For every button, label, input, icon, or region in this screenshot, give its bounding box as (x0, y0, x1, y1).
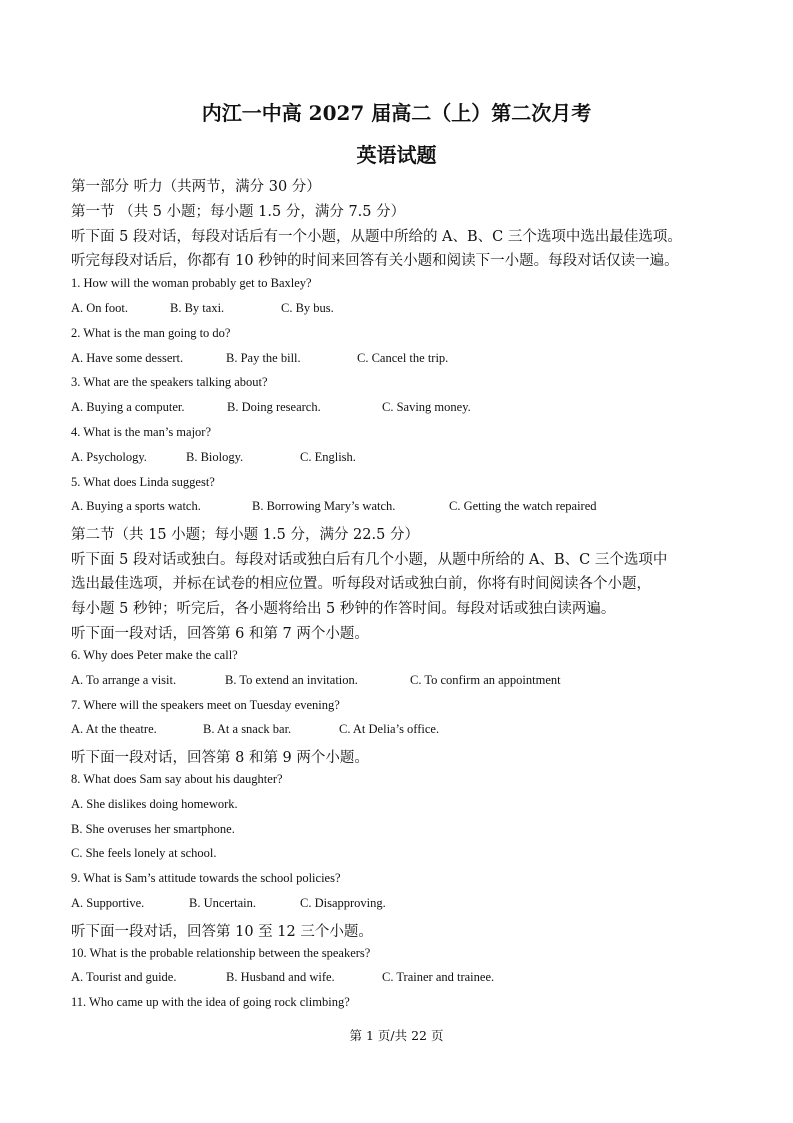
option-c: C. Cancel the trip. (357, 351, 449, 365)
option-a: A. On foot. (71, 301, 128, 315)
option-b: B. To extend an invitation. (225, 673, 358, 687)
option-a: A. Buying a computer. (71, 400, 185, 414)
option-b: B. Doing research. (227, 400, 321, 414)
option-a: A. To arrange a visit. (71, 673, 177, 687)
option-c: C. To confirm an appointment (410, 673, 561, 687)
option-b: B. Husband and wife. (226, 970, 335, 984)
option-b: B. At a snack bar. (203, 722, 292, 736)
section2-instruction: 听下面 5 段对话或独白。每段对话或独白后有几个小题，从题中所给的 A、B、C 三个选项中 (71, 552, 668, 568)
question-3: 3. What are the speakers talking about? (71, 375, 268, 389)
exam-title: 内江一中高 2027 届高二（上）第二次月考 (201, 101, 592, 125)
question-10: 10. What is the probable relationship between the speakers? (71, 946, 371, 960)
option-a: A. Psychology. (71, 450, 147, 464)
question-8: 8. What does Sam say about his daughter? (71, 772, 283, 786)
section2-instruction: 每小题 5 秒钟；听完后，各小题将给出 5 秒钟的作答时间。每段对话或独白读两遍。 (71, 601, 616, 617)
question-11: 11. Who came up with the idea of going rock climbing? (71, 995, 350, 1009)
option-b: B. By taxi. (170, 301, 225, 315)
option-c: C. Getting the watch repaired (449, 499, 597, 513)
group-instruction: 听下面一段对话，回答第 6 和第 7 两个小题。 (71, 626, 369, 642)
section1-heading: 第一节 （共 5 小题；每小题 1.5 分，满分 7.5 分） (71, 204, 406, 220)
option-c: C. English. (300, 450, 356, 464)
option-a: A. At the theatre. (71, 722, 157, 736)
section1-instruction: 听下面 5 段对话，每段对话后有一个小题，从题中所给的 A、B、C 三个选项中选出最佳选项。 (71, 229, 682, 245)
question-6: 6. Why does Peter make the call? (71, 648, 238, 662)
option-c: C. Trainer and trainee. (382, 970, 495, 984)
question-7: 7. Where will the speakers meet on Tuesday evening? (71, 698, 340, 712)
option-a: A. Tourist and guide. (71, 970, 177, 984)
option-a: A. She dislikes doing homework. (71, 797, 238, 811)
question-2: 2. What is the man going to do? (71, 326, 231, 340)
option-b: B. Uncertain. (189, 896, 256, 910)
part1-heading: 第一部分 听力（共两节，满分 30 分） (71, 179, 321, 195)
option-b: B. She overuses her smartphone. (71, 822, 235, 836)
question-9: 9. What is Sam’s attitude towards the school policies? (71, 871, 341, 885)
section2-heading: 第二节（共 15 小题；每小题 1.5 分，满分 22.5 分） (71, 527, 419, 543)
group-instruction: 听下面一段对话，回答第 10 至 12 三个小题。 (71, 924, 373, 940)
question-4: 4. What is the man’s major? (71, 425, 212, 439)
option-c: C. By bus. (281, 301, 334, 315)
question-1: 1. How will the woman probably get to Baxley? (71, 276, 312, 290)
option-c: C. Saving money. (382, 400, 471, 414)
option-c: C. She feels lonely at school. (71, 846, 217, 860)
option-b: B. Pay the bill. (226, 351, 301, 365)
option-a: A. Have some dessert. (71, 351, 184, 365)
group-instruction: 听下面一段对话，回答第 8 和第 9 两个小题。 (71, 750, 369, 766)
option-a: A. Buying a sports watch. (71, 499, 201, 513)
exam-subtitle: 英语试题 (356, 143, 437, 167)
option-c: C. At Delia’s office. (339, 722, 440, 736)
section1-instruction: 听完每段对话后，你都有 10 秒钟的时间来回答有关小题和阅读下一小题。每段对话仅读一遍。 (71, 253, 679, 269)
section2-instruction: 选出最佳选项，并标在试卷的相应位置。听每段对话或独白前，你将有时间阅读各个小题， (71, 576, 651, 592)
option-b: B. Biology. (186, 450, 244, 464)
option-c: C. Disapproving. (300, 896, 386, 910)
page-number: 第 1 页/共 22 页 (349, 1028, 444, 1043)
option-a: A. Supportive. (71, 896, 145, 910)
question-5: 5. What does Linda suggest? (71, 475, 215, 489)
option-b: B. Borrowing Mary’s watch. (252, 499, 396, 513)
